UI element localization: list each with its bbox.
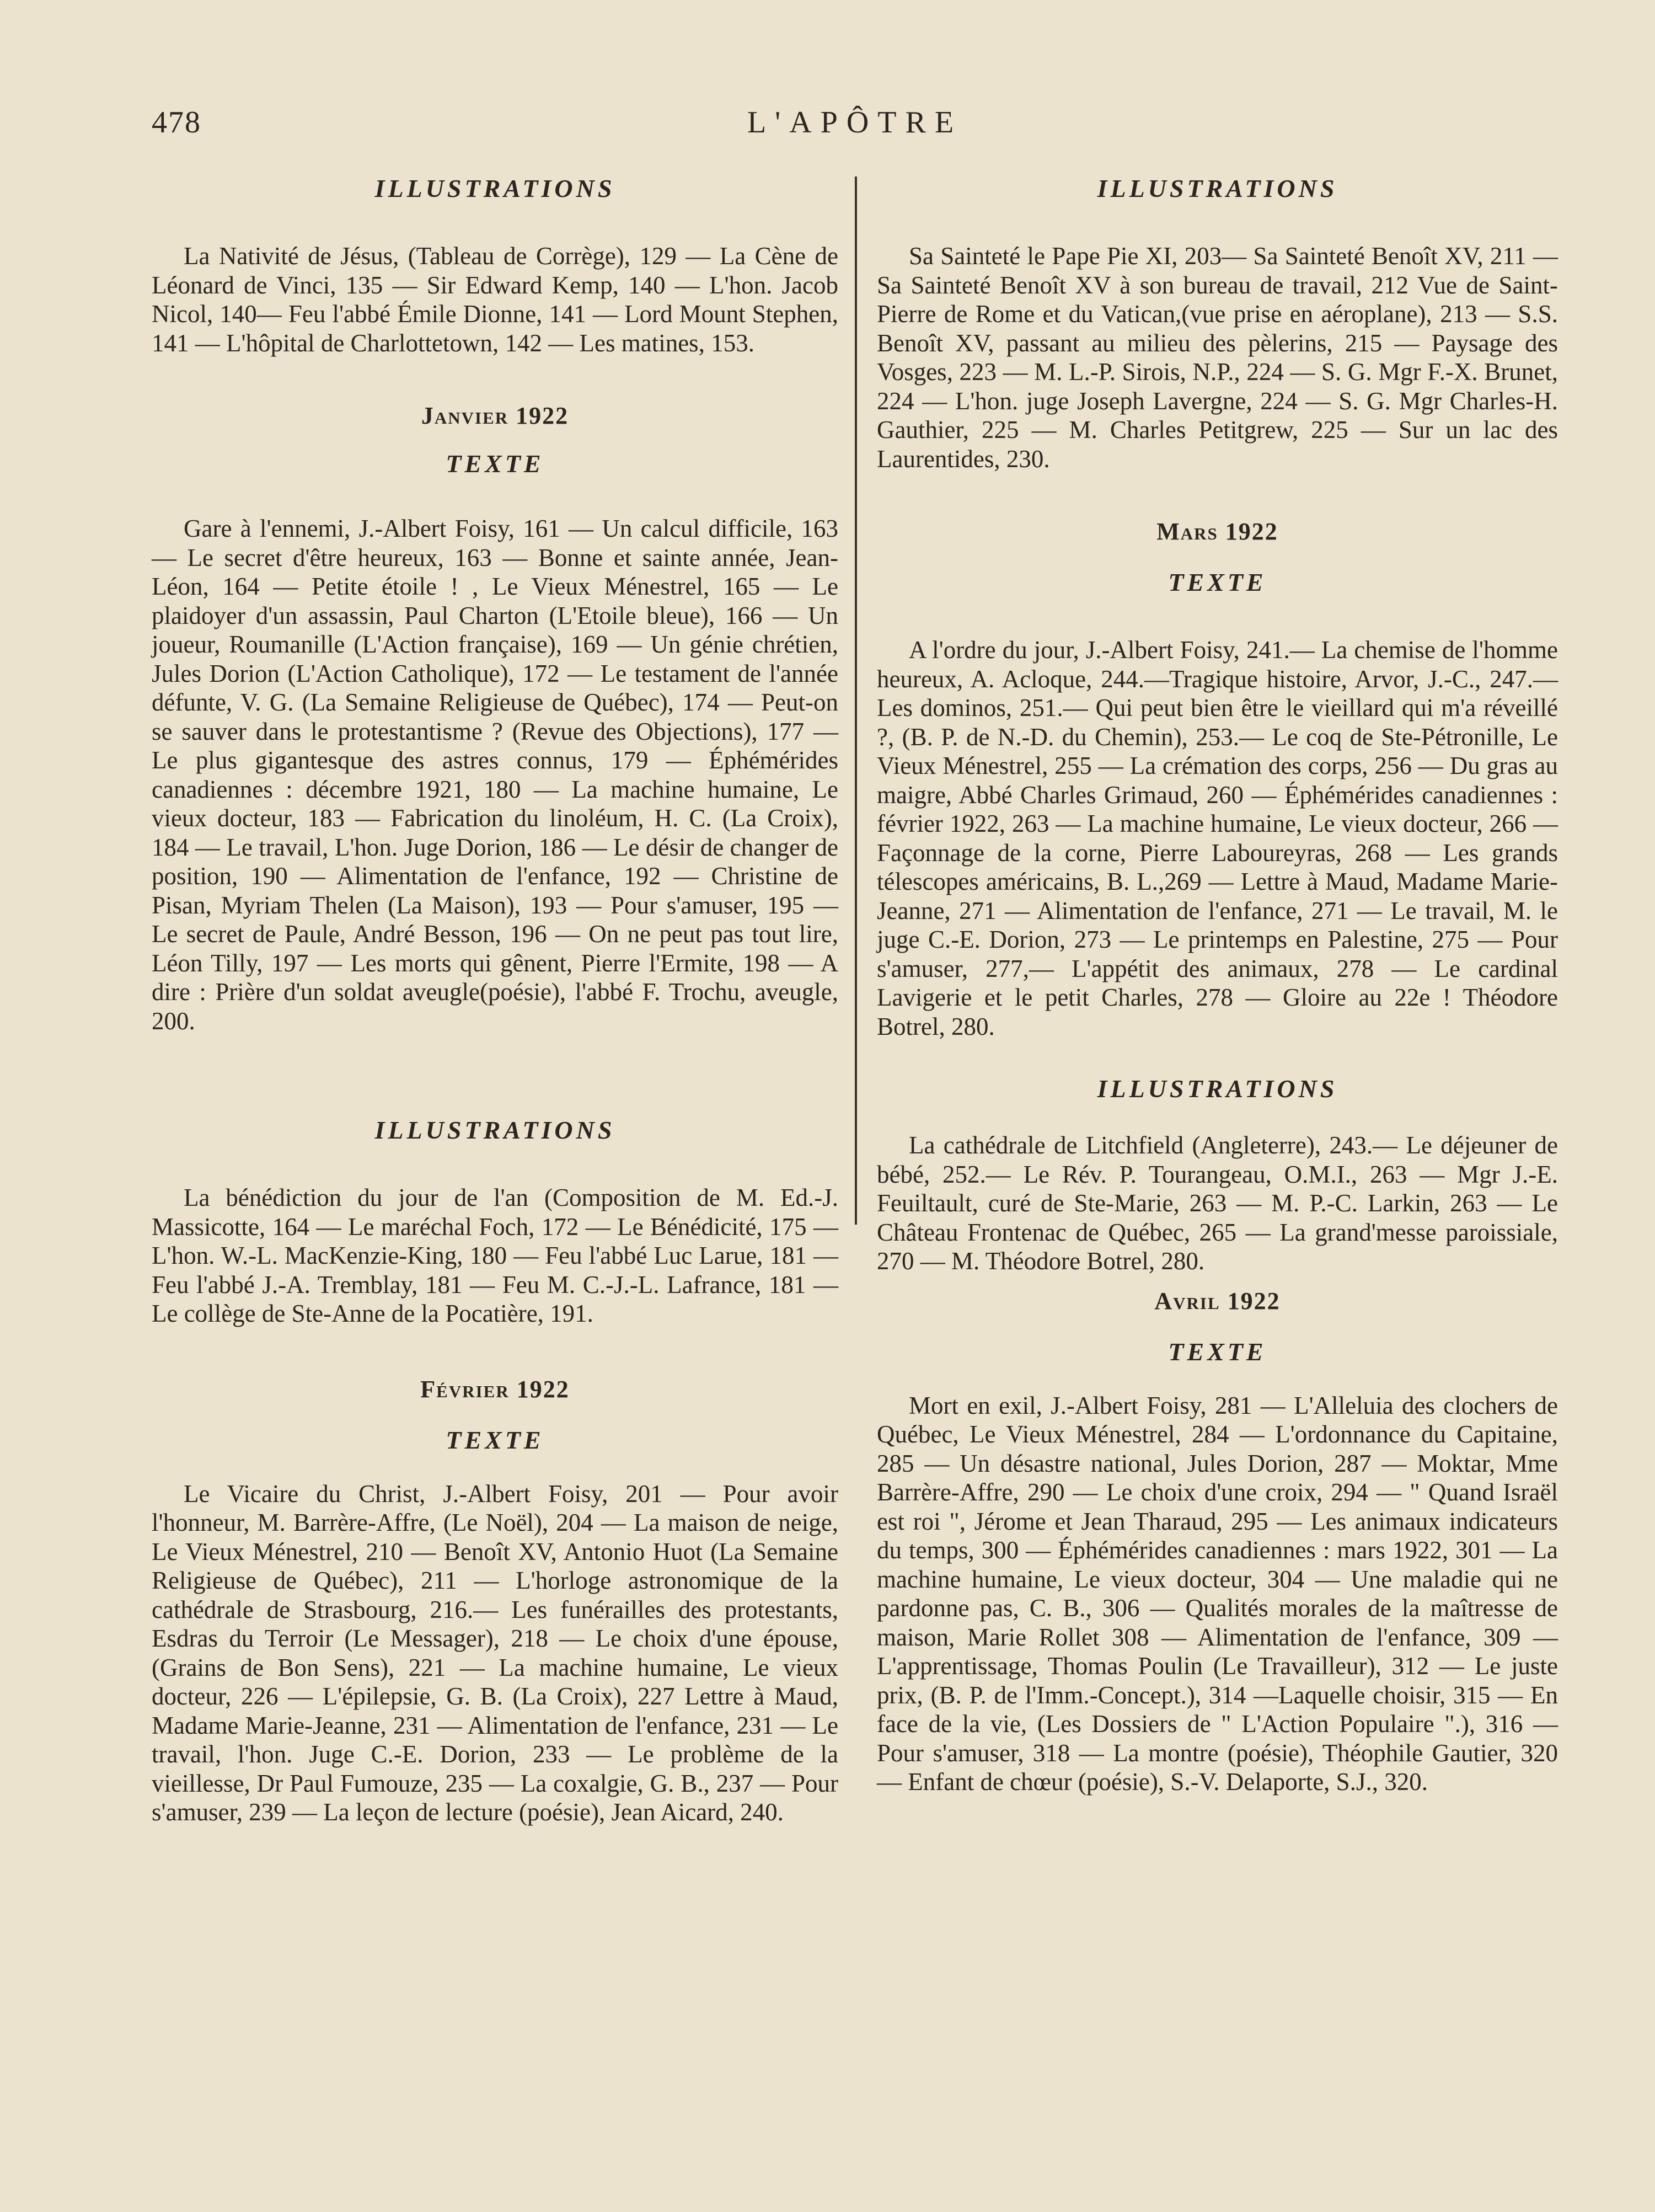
section-heading: TEXTE [1168, 568, 1267, 596]
index-paragraph: Le Vicaire du Christ, J.-Albert Foisy, 201 — Pour avoir l'honneur, M. Barrère-Affre, (Le Noël), 204 — La maison de neige, Le Vieux Ménestrel, 210 — Benoît XV, Antonio Huot (La Semaine Religieuse de Québec), 211 — L'horloge astronomique de la cathédrale de Strasbourg, 216.— Les funérailles des protestants, Esdras du Terroir (Le Messager), 218 — Le choix d'une épouse, (Grains de Bon Sens), 221 — La machine humaine, Le vieux docteur, 226 — L'épilepsie, G. B. (La Croix), 227 Lettre à Maud, Madame Marie-Jeanne, 231 — Alimentation de l'enfance, 231 — Le travail, l'hon. Juge C.-E. Dorion, 233 — Le problème de la vieillesse, Dr Paul Fumouze, 235 — La coxalgie, G. B., 237 — Pour s'amuser, 239 — La leçon de lecture (poésie), Jean Aicard, 240. [152, 1479, 838, 1826]
section-heading: ILLUSTRATIONS [374, 1116, 615, 1144]
section-heading: TEXTE [446, 450, 544, 478]
section-heading: ILLUSTRATIONS [1097, 1075, 1338, 1103]
index-paragraph: Mort en exil, J.-Albert Foisy, 281 — L'Alleluia des clochers de Québec, Le Vieux Ménestrel, 284 — L'ordonnance du Capitaine, 285 — Un désastre national, Jules Dorion, 287 — Moktar, Mme Barrère-Affre, 290 — Le choix d'une croix, 294 — " Quand Israël est roi ", Jérome et Jean Tharaud, 295 — Les animaux indicateurs du temps, 300 — Éphémérides canadiennes : mars 1922, 301 — La machine humaine, Le vieux docteur, 304 — Une maladie qui ne pardonne pas, C. B., 306 — Qualités morales de la maîtresse de maison, Marie Rollet 308 — Alimentation de l'enfance, 309 — L'apprentissage, Thomas Poulin (Le Travailleur), 312 — Le juste prix, (B. P. de l'Imm.-Concept.), 314 —Laquelle choisir, 315 — En face de la vie, (Les Dossiers de " L'Action Populaire ".), 316 — Pour s'amuser, 318 — La montre (poésie), Théophile Gautier, 320 — Enfant de chœur (poésie), S.-V. Delaporte, S.J., 320. [877, 1391, 1558, 1796]
index-paragraph: La cathédrale de Litchfield (Angleterre), 243.— Le déjeuner de bébé, 252.— Le Rév. P. Tourangeau, O.M.I., 263 — Mgr J.-E. Feuiltault, curé de Ste-Marie, 263 — M. P.-C. Larkin, 263 — Le Château Frontenac de Québec, 265 — La grand'messe paroissiale, 270 — M. Théodore Botrel, 280. [877, 1131, 1558, 1275]
index-paragraph: A l'ordre du jour, J.-Albert Foisy, 241.— La chemise de l'homme heureux, A. Acloque, 244.—Tragique histoire, Arvor, J.-C., 247.— Les dominos, 251.— Qui peut bien être le vieillard qui m'a réveillé ?, (B. P. de N.-D. du Chemin), 253.— Le coq de Ste-Pétronille, Le Vieux Ménestrel, 255 — La crémation des corps, 256 — Du gras au maigre, Abbé Charles Grimaud, 260 — Éphémérides canadiennes : février 1922, 263 — La machine humaine, Le vieux docteur, 266 — Façonnage de la corne, Pierre Laboureyras, 268 — Les grands télescopes américains, B. L.,269 — Lettre à Maud, Madame Marie-Jeanne, 271 — Alimentation de l'enfance, 271 — Le travail, M. le juge C.-E. Dorion, 273 — Le printemps en Palestine, 275 — Pour s'amuser, 277,— L'appétit des animaux, 278 — Le cardinal Lavigerie et le petit Charles, 278 — Gloire au 22e ! Théodore Botrel, 280. [877, 636, 1558, 1040]
page-number: 478 [152, 105, 201, 140]
left-column [152, 174, 838, 1827]
month-heading: Janvier 1922 [421, 402, 569, 429]
section-heading: TEXTE [446, 1425, 544, 1454]
column-rule [855, 177, 857, 1225]
section-heading: TEXTE [1168, 1337, 1267, 1366]
index-paragraph: La bénédiction du jour de l'an (Composition de M. Ed.-J. Massicotte, 164 — Le maréchal Foch, 172 — Le Bénédicité, 175 — L'hon. W.-L. MacKenzie-King, 180 — Feu l'abbé Luc Larue, 181 — Feu l'abbé J.-A. Tremblay, 181 — Feu M. C.-J.-L. Lafrance, 181 — Le collège de Ste-Anne de la Pocatière, 191. [152, 1184, 838, 1327]
month-heading: Avril 1922 [1154, 1287, 1281, 1315]
page-header [152, 105, 1558, 149]
section-heading: ILLUSTRATIONS [374, 174, 615, 202]
month-heading: Février 1922 [420, 1375, 570, 1403]
right-column [877, 174, 1558, 1797]
index-paragraph: Sa Sainteté le Pape Pie XI, 203— Sa Sainteté Benoît XV, 211 — Sa Sainteté Benoît XV à son bureau de travail, 212 Vue de Saint-Pierre de Rome et du Vatican,(vue prise en aéroplane), 213 — S.S. Benoît XV, passant au milieu des pèlerins, 215 — Paysage des Vosges, 223 — M. L.-P. Sirois, N.P., 224 — S. G. Mgr F.-X. Brunet, 224 — L'hon. juge Joseph Lavergne, 224 — S. G. Mgr Charles-H. Gauthier, 225 — M. Charles Petitgrew, 225 — Sur un lac des Laurentides, 230. [877, 242, 1558, 473]
running-title: L'APÔTRE [747, 105, 963, 140]
month-heading: Mars 1922 [1156, 518, 1278, 545]
section-heading: ILLUSTRATIONS [1097, 174, 1338, 202]
index-paragraph: Gare à l'ennemi, J.-Albert Foisy, 161 — Un calcul difficile, 163 — Le secret d'être heureux, 163 — Bonne et sainte année, Jean-Léon, 164 — Petite étoile ! , Le Vieux Ménestrel, 165 — Le plaidoyer d'un assassin, Paul Charton (L'Etoile bleue), 166 — Un joueur, Roumanille (L'Action française), 169 — Un génie chrétien, Jules Dorion (L'Action Catholique), 172 — Le testament de l'année défunte, V. G. (La Semaine Religieuse de Québec), 174 — Peut-on se sauver dans le protestantisme ? (Revue des Objections), 177 — Le plus gigantesque des astres connus, 179 — Éphémérides canadiennes : décembre 1921, 180 — La machine humaine, Le vieux docteur, 183 — Fabrication du linoléum, H. C. (La Croix), 184 — Le travail, L'hon. Juge Dorion, 186 — Le désir de changer de position, 190 — Alimentation de l'enfance, 192 — Christine de Pisan, Myriam Thelen (La Maison), 193 — Pour s'amuser, 195 — Le secret de Paule, André Besson, 196 — On ne peut pas tout lire, Léon Tilly, 197 — Les morts qui gênent, Pierre l'Ermite, 198 — A dire : Prière d'un soldat aveugle(poésie), l'abbé F. Trochu, aveugle, 200. [152, 515, 838, 1035]
index-paragraph: La Nativité de Jésus, (Tableau de Corrège), 129 — La Cène de Léonard de Vinci, 135 — Sir Edward Kemp, 140 — L'hon. Jacob Nicol, 140— Feu l'abbé Émile Dionne, 141 — Lord Mount Stephen, 141 — L'hôpital de Charlottetown, 142 — Les matines, 153. [152, 242, 838, 357]
